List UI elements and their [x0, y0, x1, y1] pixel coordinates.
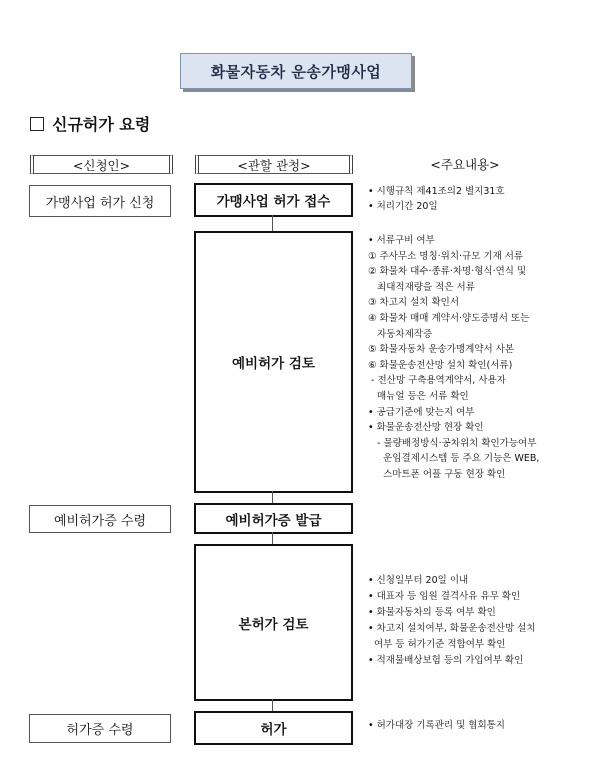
- note-line: 최대적재량을 적은 서류: [368, 281, 475, 293]
- connector-line: [272, 699, 273, 711]
- applicant-step-receive-prelim: 예비허가증 수령: [29, 505, 171, 533]
- note-line: - 전산망 구축용역계약서, 사용자: [368, 375, 506, 387]
- note-line: ⑤ 화물자동차 운송가맹계약서 사본: [368, 344, 515, 356]
- applicant-step-apply: 가맹사업 허가 신청: [29, 185, 171, 217]
- note-line: 스마트폰 어플 구동 현장 확인: [368, 468, 506, 480]
- note-line: ① 주사무소 명칭·위치·규모 기재 서류: [368, 250, 524, 262]
- note-line: 운임결제시스템 등 주요 기능은 WEB,: [368, 453, 540, 465]
- notes-reception: [368, 184, 505, 214]
- connector-line: [272, 215, 273, 231]
- note-line: • 처리기간 20일: [368, 201, 438, 213]
- note-line: ② 화물차 대수·종류·차명·형식·연식 및: [368, 266, 527, 278]
- section-heading: [30, 112, 150, 135]
- authority-step-prelim-issue: 예비허가증 발급: [194, 503, 353, 534]
- header-authority: <관할 관청>: [195, 155, 353, 174]
- authority-step-prelim-review: 예비허가 검토: [194, 231, 353, 493]
- authority-step-main-review: 본허가 검토: [194, 544, 353, 701]
- note-line: • 대표자 등 임원 결격사유 유무 확인: [368, 591, 521, 602]
- note-line: • 시행규칙 제41조의2 별지31호: [368, 186, 505, 197]
- applicant-step-receive-permit: 허가증 수령: [29, 714, 171, 743]
- header-details: <주요내용>: [430, 156, 500, 172]
- notes-permit: [368, 718, 505, 733]
- connector-line: [272, 491, 273, 503]
- note-line: • 화물자동차의 등록 여부 확인: [368, 607, 496, 618]
- note-line: ③ 차고지 설치 확인서: [368, 297, 459, 309]
- note-line: 매뉴얼 등은 서류 확인: [368, 390, 469, 402]
- note-line: ⑥ 화물운송전산망 설치 확인(서류): [368, 359, 513, 371]
- note-line: 여부 등 허가기준 적합여부 확인: [368, 639, 506, 650]
- page-title: 화물자동차 운송가맹사업: [180, 53, 412, 89]
- section-label: 신규허가 요령: [52, 115, 151, 134]
- note-line: 자동차제작증: [368, 328, 433, 340]
- notes-main-review: [368, 573, 536, 669]
- note-line: • 차고지 설치여부, 화물운송전산망 설치: [368, 623, 536, 634]
- header-applicant: <신청인>: [30, 155, 173, 174]
- notes-prelim-review: [368, 233, 539, 483]
- note-line: • 적재물배상보험 등의 가입여부 확인: [368, 655, 524, 666]
- note-line: • 허가대장 기록관리 및 협회통지: [368, 720, 505, 731]
- checkbox-square-icon: [30, 117, 44, 131]
- note-line: • 신청일부터 20일 이내: [368, 575, 469, 586]
- note-line: - 물량배정방식·공차위치 확인가능여부: [368, 437, 537, 449]
- authority-step-reception: 가맹사업 허가 접수: [194, 183, 353, 217]
- note-line: • 공급기준에 맞는지 여부: [368, 406, 475, 418]
- note-line: • 서류구비 여부: [368, 235, 435, 246]
- connector-line: [272, 532, 273, 544]
- note-line: • 화물운송전산망 현장 확인: [368, 422, 484, 434]
- note-line: ④ 화물차 매매 계약서·양도증명서 또는: [368, 312, 530, 324]
- authority-step-permit: 허가: [194, 711, 353, 745]
